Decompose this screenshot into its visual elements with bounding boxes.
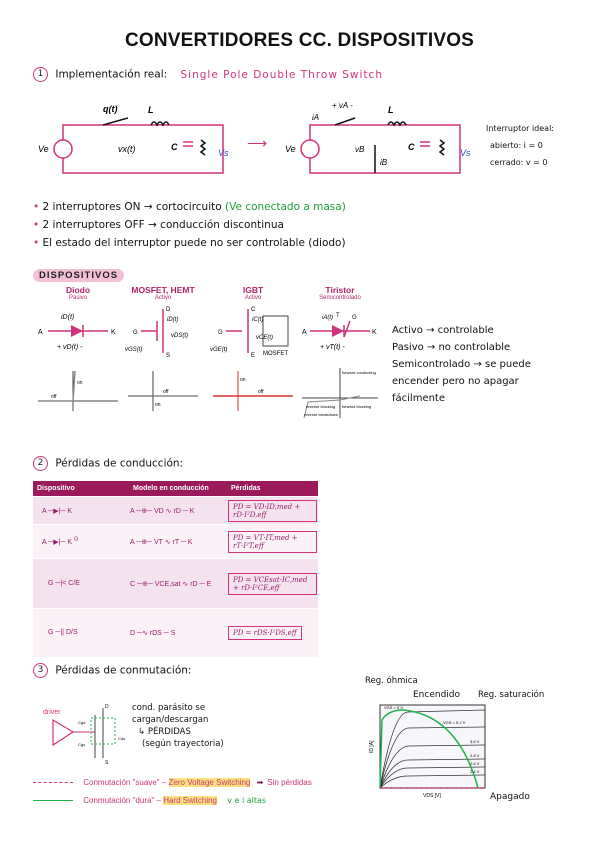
mosfet-iv-graph [123, 366, 203, 421]
dispositivos-label: DISPOSITIVOS [33, 265, 124, 283]
svg-text:vGS(t): vGS(t) [125, 347, 143, 353]
svg-text:G: G [218, 330, 223, 336]
svg-text:C: C [251, 307, 256, 313]
vs-label: Vs [218, 148, 229, 158]
svg-text:on: on [240, 377, 246, 383]
svg-text:Cds: Cds [118, 736, 126, 741]
table-header: Dispositivo Modelo en conducción Pérdidas [33, 481, 318, 497]
device-diodo: Diodo Pasivo A K iD(t) + vD(t) - off on [33, 285, 123, 426]
conduction-loss-table [33, 481, 318, 657]
section-number: 3 [33, 663, 48, 678]
svg-text:iD(t): iD(t) [167, 317, 179, 323]
svg-text:iC(t): iC(t) [252, 317, 264, 323]
vb-label: vB [355, 145, 365, 154]
page-title: CONVERTIDORES CC. DISPOSITIVOS [124, 30, 475, 51]
svg-text:off: off [258, 389, 264, 395]
svg-text:2.8 V: 2.8 V [470, 753, 480, 758]
svg-text:VGS = 5.2 V: VGS = 5.2 V [443, 720, 466, 725]
svg-text:S: S [166, 353, 171, 359]
svg-text:G: G [352, 315, 357, 321]
section-2-header [33, 456, 183, 471]
svg-text:Cgd: Cgd [78, 720, 86, 725]
section-number: 2 [33, 456, 48, 471]
L-label: L [388, 105, 394, 115]
diode-icon [33, 301, 123, 361]
ia-label: iA [312, 113, 320, 122]
circuit-right [280, 100, 480, 180]
svg-text:MOSFET: MOSFET [263, 351, 288, 357]
label-encendido: Encendido [413, 690, 461, 700]
section-highlight: Single Pole Double Throw Switch [180, 68, 383, 81]
driver-circuit [33, 700, 133, 765]
section-3-header [33, 663, 191, 678]
ib-label: iB [380, 158, 388, 167]
bullet-item: • 2 interruptores OFF → conducción discontinua [33, 219, 284, 231]
svg-text:on: on [155, 402, 161, 408]
svg-text:on: on [77, 380, 83, 386]
arrow-icon: ⟶ [247, 135, 268, 151]
svg-text:+ vT(t) -: + vT(t) - [320, 344, 345, 351]
ideal-open: abierto: i = 0 [490, 141, 543, 150]
device-tiristor: Tiristor Semicontrolado A K iA(t) T G + vT(t) - forward conducting reverse blocking forward blocking reverse breakdown [300, 285, 380, 426]
mosfet-icon [123, 301, 203, 361]
svg-text:2.4 V: 2.4 V [470, 769, 480, 774]
label-reg-saturacion: Reg. saturación [478, 690, 545, 700]
vx-label: vx(t) [118, 144, 136, 154]
section-label: Pérdidas de conducción: [55, 457, 184, 470]
svg-text:off: off [163, 389, 169, 395]
mosfet-output-graph [368, 700, 488, 800]
section-label: Pérdidas de conmutación: [55, 664, 192, 677]
ve-label: Ve [285, 144, 296, 154]
svg-text:iD(t): iD(t) [61, 314, 75, 321]
device-igbt: IGBT Activo C G E iC(t) vCE(t) vGE(t) MOSFET off on [208, 285, 298, 426]
svg-text:iA(t): iA(t) [322, 315, 333, 321]
svg-text:Cgs: Cgs [78, 742, 86, 747]
igbt-icon [208, 301, 298, 361]
L-label: L [148, 105, 154, 115]
svg-text:VGS = 5 V: VGS = 5 V [384, 705, 404, 710]
svg-text:E: E [251, 353, 256, 359]
label-apagado: Apagado [490, 792, 530, 802]
section-1-header [33, 67, 383, 82]
device-notes: Activo → controlable Pasivo → no controlable Semicontrolado → se puede encender pero no apagar fácilmente [392, 325, 531, 404]
svg-text:D: D [105, 704, 109, 710]
svg-text:driver: driver [43, 709, 61, 716]
ideal-switch-note [486, 120, 554, 171]
table-row: G ─|| D/S D ─∿ rDS ─ S PD = rDS·I²DS,eff [33, 609, 318, 657]
svg-text:G: G [133, 330, 138, 336]
svg-text:S: S [105, 760, 109, 765]
bullet-item: • 2 interruptores ON → cortocircuito (Ve conectado a masa) [33, 201, 346, 213]
table-row: A ─▶|─ K A ─⊕─ VD ∿ rD ─ K PD = VD·ID,med + rD·I²D,eff [33, 497, 318, 525]
svg-text:vCE(t): vCE(t) [256, 335, 273, 341]
va-label: + vA - [332, 101, 353, 110]
svg-text:reverse breakdown: reverse breakdown [304, 412, 339, 417]
svg-text:vGE(t): vGE(t) [210, 347, 228, 353]
svg-text:A: A [302, 329, 307, 336]
section-number: 1 [33, 67, 48, 82]
svg-text:ID [A]: ID [A] [369, 740, 375, 753]
circuit-left [33, 100, 233, 180]
vs-label: Vs [460, 148, 471, 158]
svg-text:VDS [V]: VDS [V] [423, 793, 441, 799]
table-row: A ─▶|─ K $^G$ A ─⊕─ VT ∿ rT ─ K PD = VT·IT,med + rT·I²T,eff [33, 525, 318, 559]
svg-text:+ vD(t) -: + vD(t) - [57, 344, 83, 351]
C-label: C [408, 142, 415, 152]
table-row: G ─|< C/E C ─⊕─ VCE,sat ∿ rD ─ E PD = VCEsat·IC,med + rD·I²CE,eff [33, 559, 318, 609]
bullet-item: • El estado del interruptor puede no ser controlable (diodo) [33, 237, 346, 249]
C-label: C [171, 142, 178, 152]
bullet-list [33, 198, 346, 252]
igbt-iv-graph [208, 366, 298, 421]
svg-text:T: T [336, 313, 340, 319]
svg-text:K: K [372, 329, 377, 336]
svg-text:A: A [38, 329, 43, 336]
svg-text:vDS(t): vDS(t) [171, 333, 188, 339]
ideal-title: Interruptor ideal: [486, 124, 554, 133]
svg-text:reverse blocking: reverse blocking [306, 404, 336, 409]
svg-text:forward blocking: forward blocking [342, 404, 372, 409]
diode-iv-graph [33, 366, 123, 421]
svg-text:3.6 V: 3.6 V [470, 739, 480, 744]
svg-text:D: D [166, 307, 171, 313]
parasitic-note: cond. parásito se cargan/descargan ↳ PÉRDIDAS (según trayectoria) [132, 703, 224, 749]
ideal-closed: cerrado: v = 0 [490, 158, 548, 167]
device-mosfet: MOSFET, HEMT Activo D G S iD(t) vDS(t) vGS(t) off on [123, 285, 203, 426]
label-reg-ohmica: Reg. óhmica [365, 676, 418, 686]
svg-text:off: off [51, 394, 57, 400]
legend-hard: Conmutación "dura" – Hard Switching v e i altas [33, 796, 266, 805]
svg-text:forward conducting: forward conducting [342, 370, 376, 375]
ve-label: Ve [38, 144, 49, 154]
section-label: Implementación real: [55, 68, 168, 81]
thyristor-iv-graph [300, 366, 380, 421]
svg-text:2.6 V: 2.6 V [470, 761, 480, 766]
thyristor-icon [300, 301, 380, 361]
legend-soft: Conmutación "suave" – Zero Voltage Switching ➡ Sin pérdidas [33, 778, 312, 787]
q-label: q(t) [103, 104, 118, 114]
svg-text:K: K [111, 329, 116, 336]
